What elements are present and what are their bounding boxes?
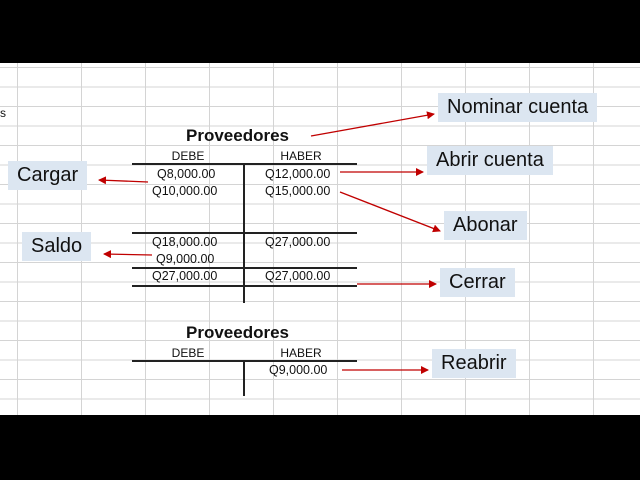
- label-abrir-cuenta: Abrir cuenta: [427, 146, 553, 175]
- table2-haber-1: Q9,000.00: [269, 363, 328, 377]
- table1-saldo-diff: Q9,000.00: [156, 252, 215, 266]
- table1-haber-2: Q15,000.00: [265, 184, 331, 198]
- table2-haber-header: HABER: [280, 346, 322, 360]
- table1-debe-1: Q8,000.00: [157, 167, 216, 181]
- table1-saldo-haber: Q27,000.00: [265, 235, 331, 249]
- table1-debe-header: DEBE: [171, 149, 205, 163]
- table2-title: Proveedores: [186, 323, 289, 342]
- label-cargar: Cargar: [8, 161, 87, 190]
- label-abonar: Abonar: [444, 211, 527, 240]
- label-nominar-cuenta: Nominar cuenta: [438, 93, 597, 122]
- arrow-abonar: [340, 192, 440, 231]
- table2-debe-header: DEBE: [171, 346, 205, 360]
- arrow-saldo: [104, 254, 152, 255]
- label-cerrar: Cerrar: [440, 268, 515, 297]
- arrow-cargar: [99, 180, 148, 182]
- table1-debe-2: Q10,000.00: [152, 184, 218, 198]
- partial-cell-text: s: [0, 106, 6, 120]
- label-saldo: Saldo: [22, 232, 91, 261]
- label-reabrir: Reabrir: [432, 349, 516, 378]
- table1-cierre-haber: Q27,000.00: [265, 269, 331, 283]
- table1-saldo-debe: Q18,000.00: [152, 235, 218, 249]
- table1-cierre-debe: Q27,000.00: [152, 269, 218, 283]
- table1-haber-header: HABER: [280, 149, 322, 163]
- table1-haber-1: Q12,000.00: [265, 167, 331, 181]
- table1-title: Proveedores: [186, 126, 289, 145]
- arrow-nominar: [311, 114, 434, 136]
